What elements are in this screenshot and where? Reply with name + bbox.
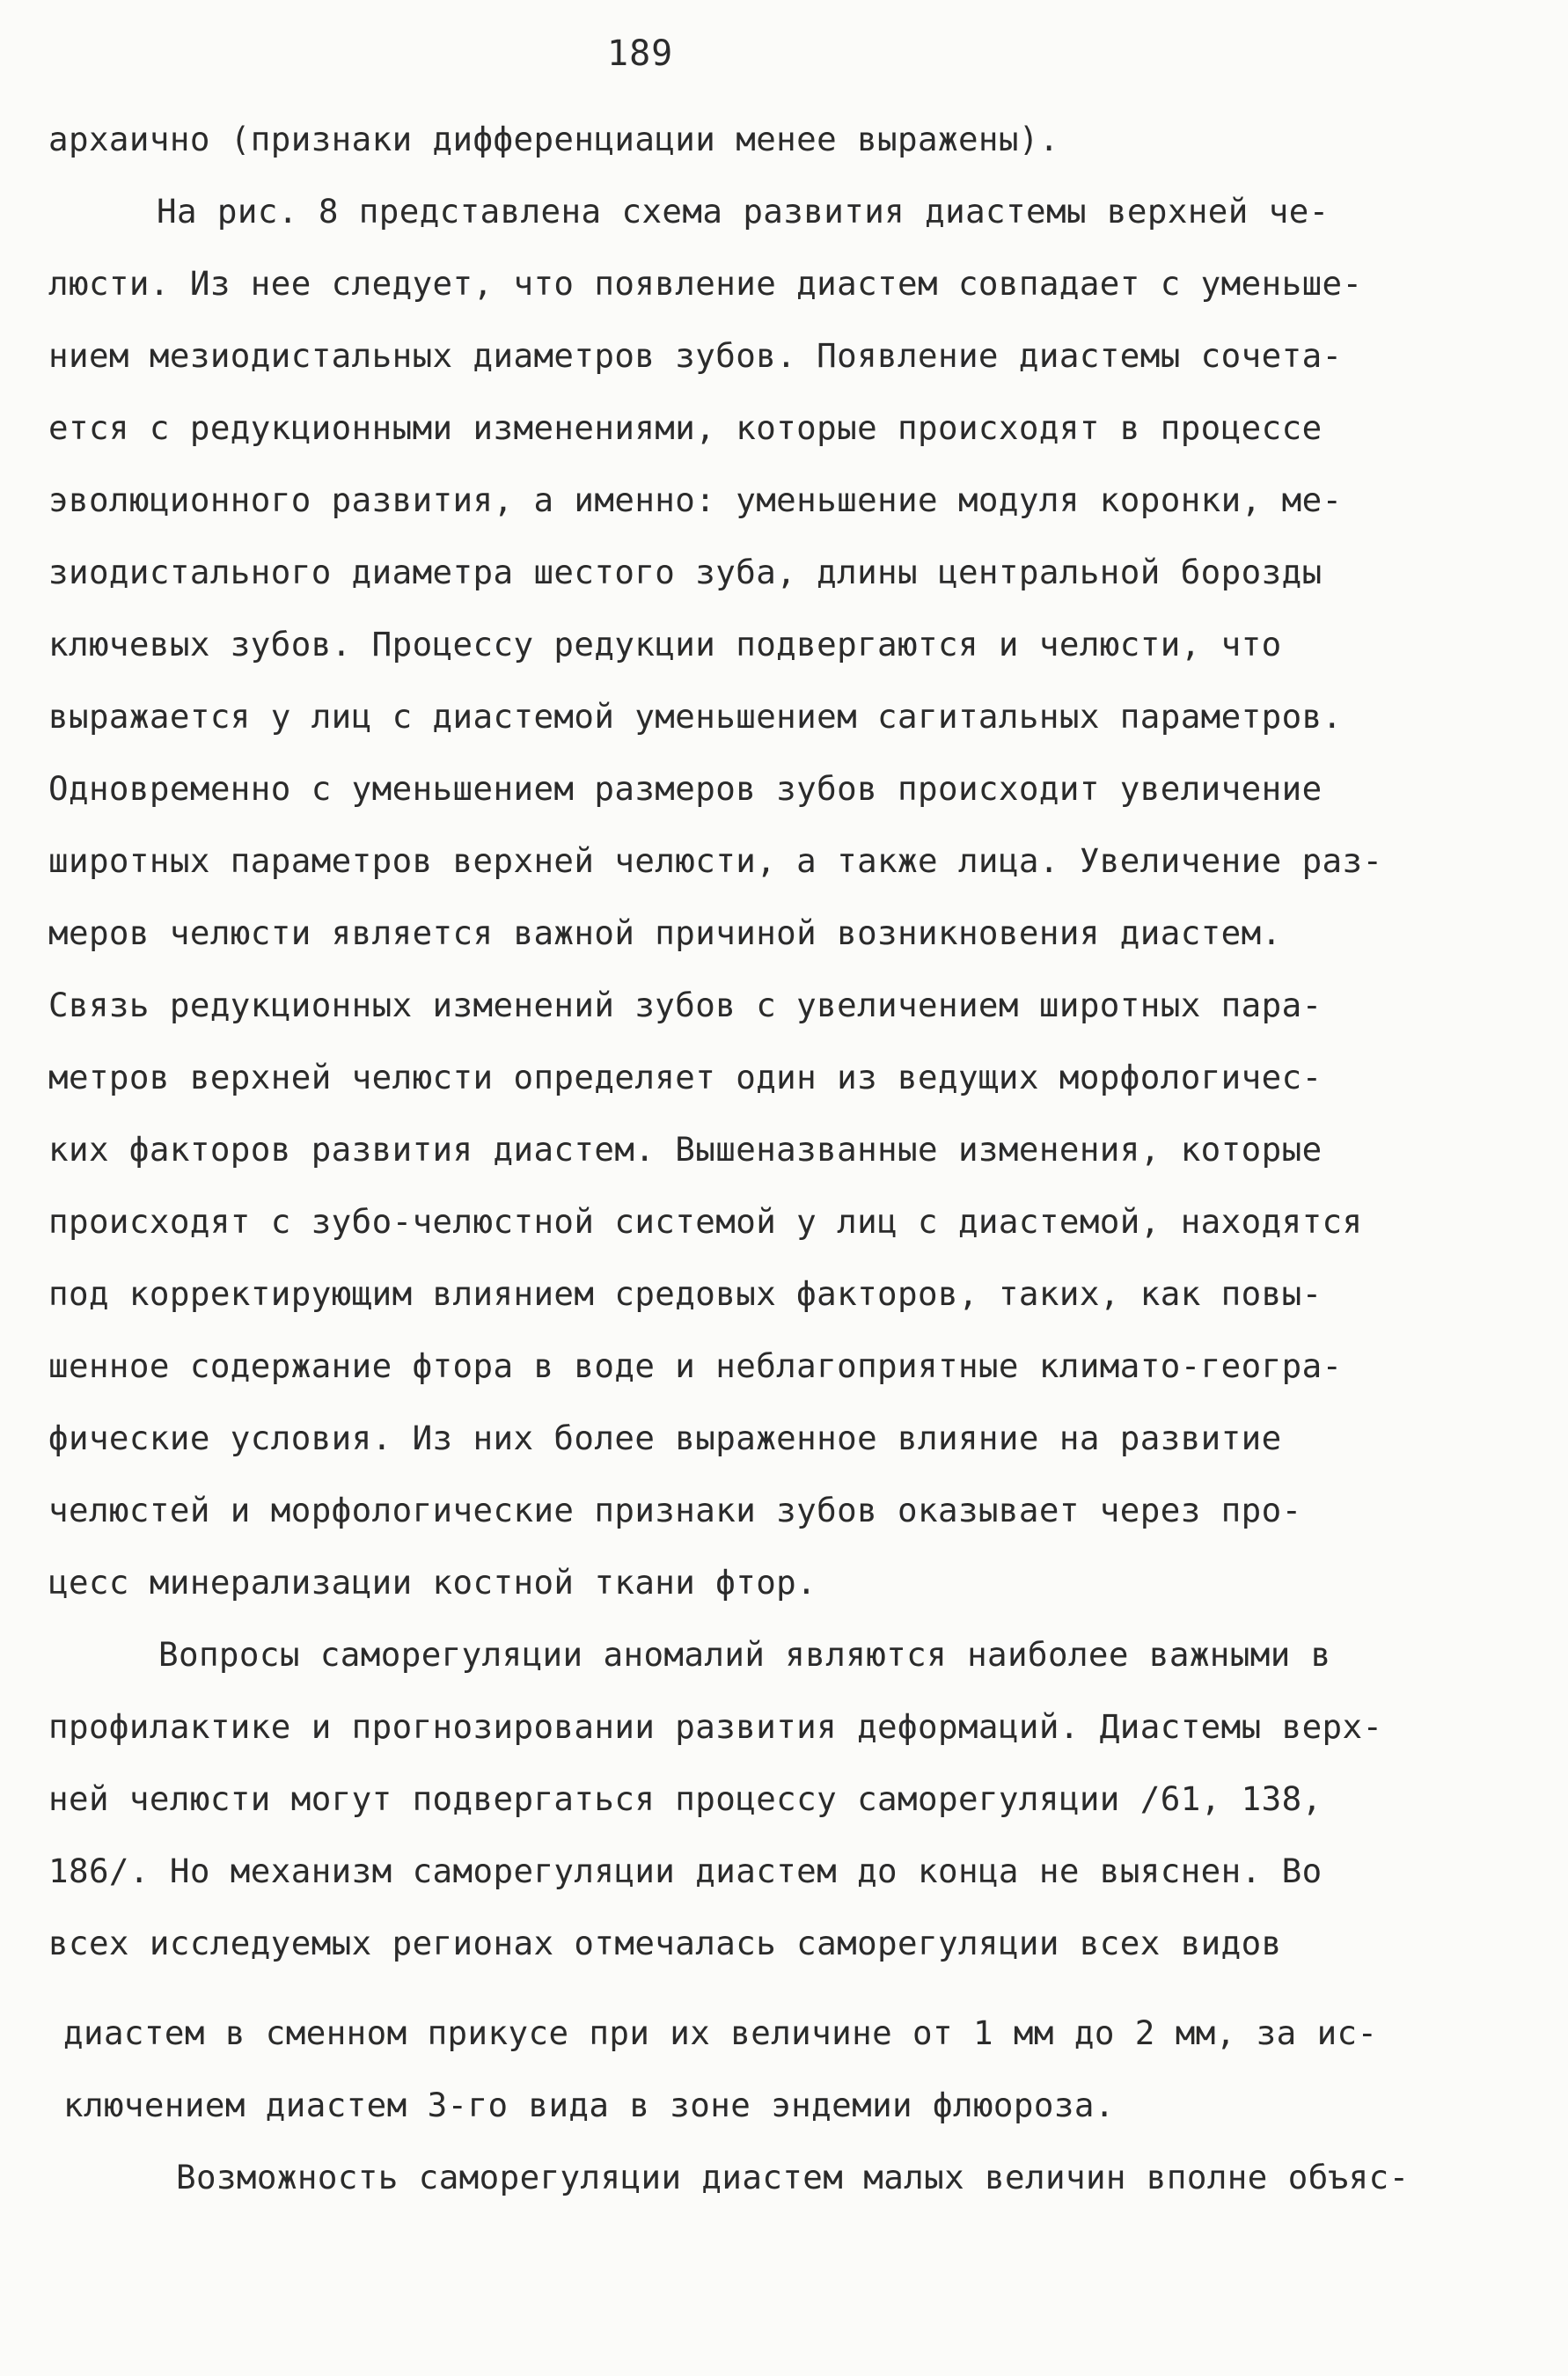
text-line: всех исследуемых регионах отмечалась саморегуляции всех видов <box>48 1924 1282 1962</box>
text-line: ключевых зубов. Процессу редукции подвергаются и челюсти, что <box>48 625 1282 664</box>
text-line: ней челюсти могут подвергаться процессу саморегуляции /61, 138, <box>48 1779 1323 1818</box>
text-line: челюстей и морфологические признаки зубов оказывает через про- <box>48 1491 1302 1529</box>
text-line: фические условия. Из них более выраженное влияние на развитие <box>48 1419 1282 1457</box>
text-line: происходят с зубо-челюстной системой у лиц с диастемой, находятся <box>48 1202 1363 1241</box>
text-line: зиодистального диаметра шестого зуба, длины центральной борозды <box>48 553 1323 591</box>
text-line: профилактике и прогнозировании развития деформаций. Диастемы верх- <box>48 1707 1383 1746</box>
page-number: 189 <box>607 33 674 74</box>
text-line: метров верхней челюсти определяет один из ведущих морфологичес- <box>48 1058 1323 1096</box>
text-line: шенное содержание фтора в воде и неблагоприятные климато-геогра- <box>48 1346 1343 1385</box>
text-line: эволюционного развития, а именно: уменьшение модуля коронки, ме- <box>48 480 1343 519</box>
text-line: 186/. Но механизм саморегуляции диастем до конца не выяснен. Во <box>48 1852 1323 1890</box>
text-line: люсти. Из нее следует, что появление диастем совпадает с уменьше- <box>48 264 1363 303</box>
text-line: широтных параметров верхней челюсти, а также лица. Увеличение раз- <box>48 841 1383 880</box>
text-line: ких факторов развития диастем. Вышеназванные изменения, которые <box>48 1130 1323 1169</box>
text-line: На рис. 8 представлена схема развития диастемы верхней че- <box>157 192 1330 231</box>
text-line: цесс минерализации костной ткани фтор. <box>48 1563 817 1602</box>
text-line: диастем в сменном прикусе при их величине от 1 мм до 2 мм, за ис- <box>63 2013 1378 2052</box>
text-line: архаично (признаки дифференциации менее выражены). <box>48 120 1059 158</box>
text-line: ется с редукционными изменениями, которые происходят в процессе <box>48 408 1323 447</box>
text-line: меров челюсти является важной причиной возникновения диастем. <box>48 913 1282 952</box>
text-line: Возможность саморегуляции диастем малых величин вполне объяс- <box>176 2158 1410 2196</box>
text-line: Связь редукционных изменений зубов с увеличением широтных пара- <box>48 986 1323 1024</box>
text-line: под корректирующим влиянием средовых факторов, таких, как повы- <box>48 1274 1323 1313</box>
text-line: Одновременно с уменьшением размеров зубов происходит увеличение <box>48 769 1323 808</box>
text-line: ключением диастем 3-го вида в зоне эндемии флюороза. <box>63 2086 1115 2124</box>
text-line: Вопросы саморегуляции аномалий являются наиболее важными в <box>158 1635 1331 1674</box>
text-line: выражается у лиц с диастемой уменьшением сагитальных параметров. <box>48 697 1343 736</box>
text-line: нием мезиодистальных диаметров зубов. Появление диастемы сочета- <box>48 336 1343 375</box>
